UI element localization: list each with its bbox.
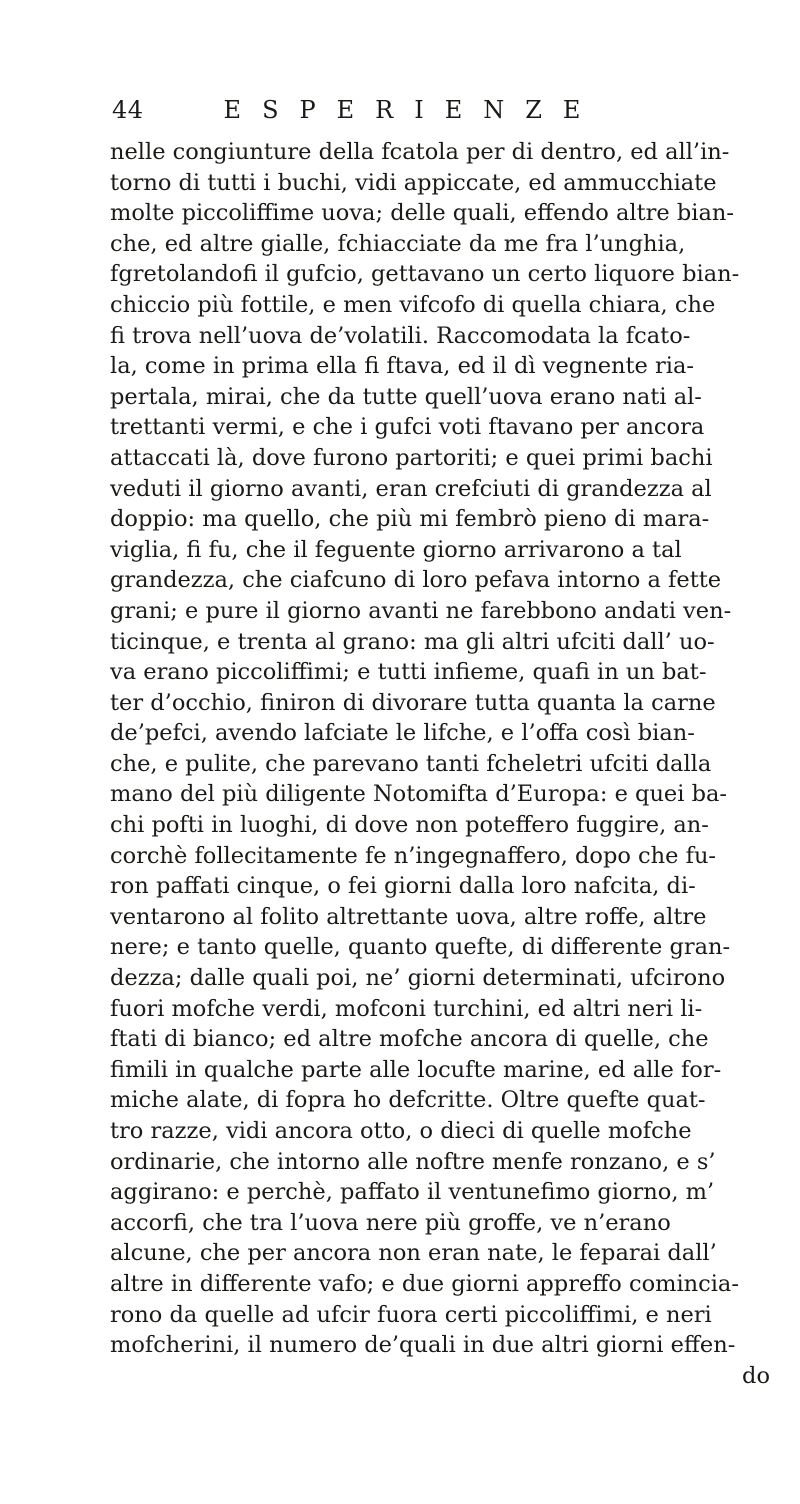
text-line: che, e pulite, che parevano tanti fcheletri ufciti dalla (110, 750, 712, 777)
text-line: molte piccoliffime uova; delle quali, effendo altre bian- (110, 200, 734, 227)
text-line: va erano piccoliffimi; e tutti infieme, quafi in un bat- (110, 659, 707, 686)
text-line: ter d’occhio, finiron di divorare tutta quanta la carne (110, 689, 716, 716)
text-line: corchè follecitamente fe n’ingegnaffero, dopo che fu- (110, 842, 717, 869)
running-head: ESPERIENZE (223, 96, 602, 124)
text-line: fi trova nell’uova de’volatili. Raccomodata la fcato- (110, 322, 691, 349)
text-line: nere; e tanto quelle, quanto quefte, di differente gran- (110, 934, 731, 961)
text-line: veduti il giorno avanti, eran crefciuti di grandezza al (110, 475, 712, 502)
text-line: viglia, fi fu, che il feguente giorno arrivarono a tal (110, 536, 682, 563)
text-line: che, ed altre gialle, fchiacciate da me fra l’unghia, (110, 230, 686, 257)
text-line: mofcherini, il numero de’quali in due altri giorni effen- (110, 1332, 736, 1359)
text-line: mano del più diligente Notomifta d’Europa: e quei ba- (110, 781, 728, 808)
text-line: altre in differente vafo; e due giorni appreffo comincia- (110, 1270, 739, 1297)
text-line: pertala, mirai, che da tutte quell’uova erano nati al- (110, 383, 702, 410)
text-line: chiccio più fottile, e men vifcofo di quella chiara, che (110, 291, 716, 318)
text-line: de’pefci, avendo lafciate le lifche, e l’offa così bian- (110, 720, 695, 747)
catchword: do (742, 1362, 770, 1389)
text-line: la, come in prima ella fi ftava, ed il dì vegnente ria- (110, 353, 694, 380)
text-line: torno di tutti i buchi, vidi appiccate, ed ammucchiate (110, 169, 717, 196)
text-line: ventarono al folito altrettante uova, altre roffe, altre (110, 903, 707, 930)
text-line: grani; e pure il giorno avanti ne farebbono andati ven- (110, 597, 732, 624)
text-line: ftati di bianco; ed altre mofche ancora di quelle, che (110, 1026, 709, 1053)
text-line: tro razze, vidi ancora otto, o dieci di quelle mofche (110, 1118, 692, 1144)
text-line: ticinque, e trenta al grano: ma gli altri ufciti dall’ uo- (110, 628, 715, 655)
text-line: attaccati là, dove furono partoriti; e quei primi bachi (110, 444, 713, 471)
text-line: chi pofti in luoghi, di dove non poteffero fuggire, an- (110, 812, 709, 839)
text-line: ron paffati cinque, o fei giorni dalla loro nafcita, di- (110, 873, 696, 900)
text-line: alcune, che per ancora non eran nate, le feparai dall’ (110, 1240, 717, 1267)
page-number: 44 (112, 96, 144, 124)
text-line: ordinarie, che intorno alle noftre menfe ronzano, e s’ (110, 1148, 716, 1175)
text-line: grandezza, che ciafcuno di loro pefava intorno a fette (110, 567, 722, 594)
text-line: miche alate, di fopra ho defcritte. Oltre quefte quat- (110, 1087, 706, 1114)
text-line: fuori mofche verdi, mofconi turchini, ed altri neri li- (110, 995, 703, 1022)
text-line: dezza; dalle quali poi, ne’ giorni determinati, ufcirono (110, 965, 726, 992)
text-line: fgretolandofi il gufcio, gettavano un certo liquore bian- (110, 261, 740, 288)
page-header (112, 96, 672, 126)
text-line: accorfi, che tra l’uova nere più groffe, ve n’erano (110, 1209, 671, 1236)
body-text (110, 137, 790, 1391)
text-line: trettanti vermi, e che i gufci voti ftavano per ancora (110, 414, 705, 441)
text-line: rono da quelle ad ufcir fuora certi piccoliffimi, e neri (110, 1301, 712, 1328)
text-line: fimili in qualche parte alle locufte marine, ed alle for- (110, 1056, 722, 1083)
text-line: doppio: ma quello, che più mi fembrò pieno di mara- (110, 506, 710, 533)
text-line: aggirano: e perchè, paffato il ventunefimo giorno, m’ (110, 1179, 715, 1206)
text-line: nelle congiunture della fcatola per di dentro, ed all’in- (110, 139, 730, 165)
